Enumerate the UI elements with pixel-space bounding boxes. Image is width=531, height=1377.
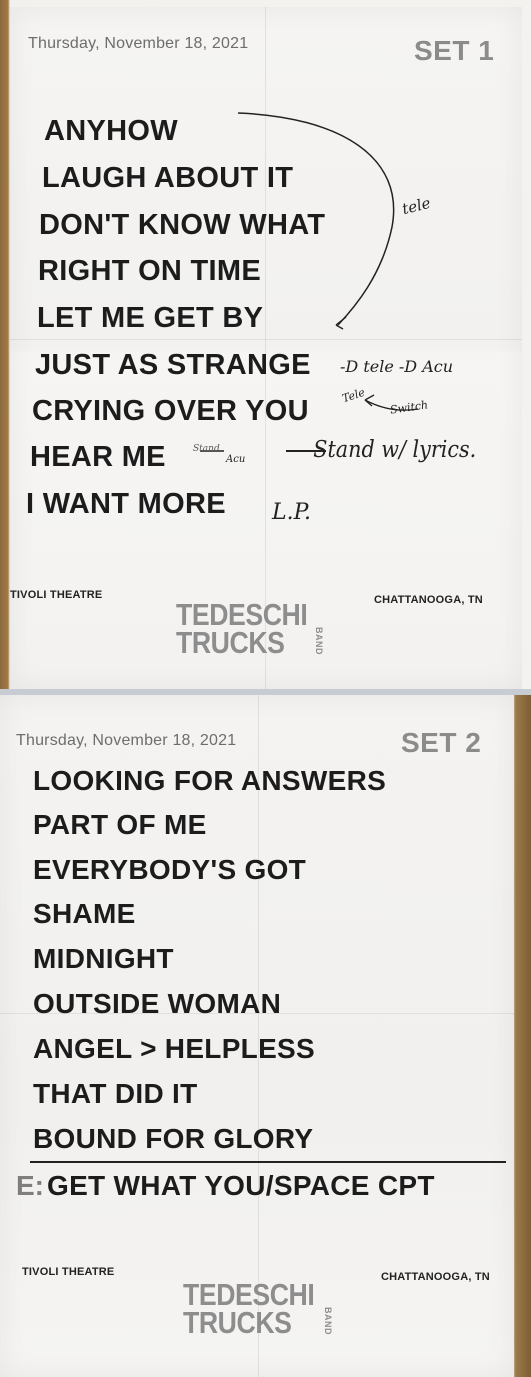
set1-venue: TIVOLI THEATRE	[10, 589, 103, 601]
encore-prefix: E:	[16, 1170, 44, 1201]
set1-song: ANYHOW	[44, 115, 178, 147]
note-strange: -D tele -D Acu	[340, 357, 454, 376]
note-stand-strike: Stand	[193, 444, 220, 454]
note-tele-small: Tele	[340, 385, 367, 406]
encore-rule	[30, 1161, 506, 1163]
set1-song: CRYING OVER YOU	[32, 395, 309, 427]
set2-song: SHAME	[33, 898, 136, 929]
handwriting-strokes	[10, 7, 522, 689]
setlist-sheet-1	[10, 7, 522, 689]
set1-song: RIGHT ON TIME	[38, 255, 261, 287]
note-acu: Acu	[226, 454, 246, 465]
set2-song: BOUND FOR GLORY	[33, 1123, 314, 1154]
set1-city: CHATTANOOGA, TN	[374, 594, 483, 606]
note-lp: L.P.	[272, 500, 311, 525]
set2-song: LOOKING FOR ANSWERS	[33, 765, 387, 796]
setlist-photo-2	[0, 695, 531, 1377]
set1-song: JUST AS STRANGE	[35, 349, 311, 381]
set1-label: SET 1	[414, 35, 495, 66]
set1-song: HEAR ME	[30, 441, 166, 473]
set1-song: LET ME GET BY	[37, 302, 264, 334]
set1-logo	[176, 597, 336, 661]
bracket-arrow	[336, 317, 346, 329]
setlist-sheet-2	[0, 695, 514, 1377]
set1-song: I WANT MORE	[26, 488, 226, 520]
set2-label: SET 2	[401, 727, 482, 758]
set2-date: Thursday, November 18, 2021	[16, 732, 237, 749]
switch-arrowhead	[365, 395, 374, 406]
logo-band: BAND	[323, 1307, 333, 1335]
set2-city: CHATTANOOGA, TN	[381, 1271, 490, 1283]
set1-date: Thursday, November 18, 2021	[28, 35, 249, 52]
encore-song: GET WHAT YOU/SPACE CPT	[47, 1170, 435, 1201]
logo-band: BAND	[314, 627, 324, 655]
logo-trucks: TRUCKS	[176, 625, 285, 660]
set2-song: PART OF ME	[33, 809, 207, 840]
set1-song: DON'T KNOW WHAT	[39, 209, 326, 241]
set1-song: LAUGH ABOUT IT	[42, 162, 294, 194]
note-tele: tele	[400, 193, 433, 219]
bracket-curve	[238, 113, 394, 325]
set2-song: OUTSIDE WOMAN	[33, 988, 282, 1019]
note-switch: Switch	[389, 398, 429, 417]
set2-venue: TIVOLI THEATRE	[22, 1266, 115, 1278]
set2-song: ANGEL > HELPLESS	[33, 1033, 316, 1064]
set2-song: MIDNIGHT	[33, 943, 174, 974]
logo-tedeschi: TEDESCHI	[183, 1277, 315, 1312]
note-stand-lyrics: — Stand w/ lyrics.	[286, 437, 477, 463]
set2-song: THAT DID IT	[33, 1078, 198, 1109]
set2-song: EVERYBODY'S GOT	[33, 854, 307, 885]
set2-logo	[183, 1277, 343, 1341]
logo-tedeschi: TEDESCHI	[176, 597, 308, 632]
logo-trucks: TRUCKS	[183, 1305, 292, 1340]
